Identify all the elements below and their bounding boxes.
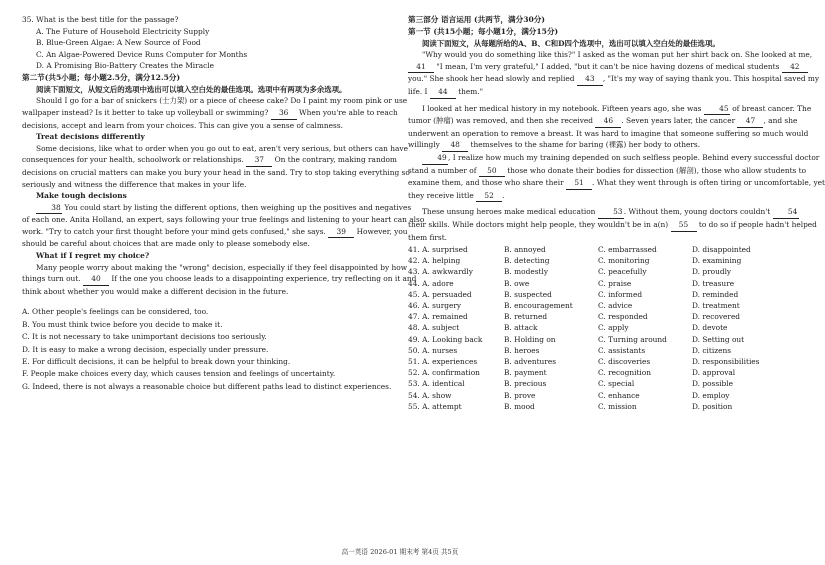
- passage-line: These unsung heroes make medical education 53. Without them, young doctors couldn't 54: [408, 206, 782, 219]
- answer-option: B. encouragement: [504, 301, 573, 311]
- answer-option: D. proudly: [692, 267, 732, 277]
- answer-option: C. special: [598, 379, 635, 389]
- answer-option: C. assistants: [598, 345, 646, 355]
- answer-option: D. devote: [692, 323, 728, 333]
- passage-line: 49, I realize how much my training depended on such selfless people. Behind every successful doctor: [408, 152, 782, 165]
- answer-option: 48. A. subject: [408, 323, 460, 333]
- q35-option-b: B. Blue-Green Algae: A New Source of Food: [36, 38, 201, 48]
- passage-line: should be careful about choices that are made only to please somebody else.: [22, 239, 310, 249]
- answer-option: C. praise: [598, 278, 632, 288]
- answer-option: C. embarrassed: [598, 245, 657, 255]
- passage-line: they receive little 52 .: [408, 190, 782, 203]
- blank-39: 39: [328, 226, 354, 239]
- answer-options-table: [408, 245, 782, 413]
- section-2-instructions: 阅读下面短文，从短文后的选项中选出可以填入空白处的最佳选项。选项中有两项为多余选项。: [36, 84, 347, 94]
- answer-row: [408, 391, 782, 402]
- blank-41: 41: [408, 61, 434, 74]
- answer-row: [408, 346, 782, 357]
- answer-option: 51. A. experiences: [408, 356, 478, 366]
- blank-53: 53: [598, 206, 624, 219]
- passage-line: stand a number of 50 those who donate their bodies for dissection (解剖), those who allow students to: [408, 165, 782, 178]
- answer-option: C. monitoring: [598, 256, 650, 266]
- answer-option: D. possible: [692, 379, 733, 389]
- passage-line: Should I go for a bar of snickers (士力架) or a piece of cheese cake? Do I paint my room pink or use: [36, 96, 408, 106]
- answer-option: C. peacefully: [598, 267, 647, 277]
- answer-row: [408, 368, 782, 379]
- passage-line: wallpaper instead? Is it better to take up volleyball or swimming? 36 When you're able to reach: [22, 107, 392, 120]
- answer-option: D. recovered: [692, 312, 741, 322]
- blank-51: 51: [566, 177, 592, 190]
- answer-option: B. prove: [504, 390, 536, 400]
- answer-row: [408, 402, 782, 413]
- answer-row: [408, 357, 782, 368]
- answer-option: B. owe: [504, 278, 530, 288]
- answer-row: [408, 267, 782, 278]
- answer-option: D. responsibilities: [692, 356, 760, 366]
- answer-option: B. attack: [504, 323, 538, 333]
- passage-line: examine them, and those who share their 51 . What they went through is often tiring or uncomfortable, yet: [408, 177, 782, 190]
- question-35: 35. What is the best title for the passage?: [22, 15, 179, 24]
- blank-40: 40: [83, 273, 109, 286]
- answer-option: 50. A. nurses: [408, 345, 458, 355]
- answer-option: C. apply: [598, 323, 629, 333]
- heading-regret: What if I regret my choice?: [36, 251, 150, 261]
- passage-line: seriously and witness the difference that makes in your life.: [22, 179, 247, 189]
- answer-option: 42. A. helping: [408, 256, 461, 266]
- passage-line: of each one. Anita Holland, an expert, says following your true feelings and listening to your heart can also: [22, 215, 425, 225]
- answer-row: [408, 279, 782, 290]
- answer-row: [408, 290, 782, 301]
- blank-46: 46: [595, 115, 621, 128]
- answer-row: [408, 256, 782, 267]
- answer-row: [408, 335, 782, 346]
- blank-52: 52: [476, 190, 502, 203]
- passage-line: decisions, accept and learn from your choices. This can give you a sense of calmness.: [22, 120, 343, 130]
- answer-option: D. reminded: [692, 289, 739, 299]
- answer-option: 47. A. remained: [408, 312, 468, 322]
- section-1-title: 第一节 (共15小题；每小题1分，满分15分): [408, 26, 559, 36]
- answer-option: C. enhance: [598, 390, 640, 400]
- answer-option: D. treatment: [692, 301, 740, 311]
- passage-line: Some decisions, like what to order when you go out to eat, aren't very serious, but others can have: [36, 143, 408, 153]
- passage-line: I looked at her medical history in my notebook. Fifteen years ago, she was 45 of breast cancer. The: [408, 103, 782, 116]
- answer-option: D. treasure: [692, 278, 735, 288]
- answer-option: C. discoveries: [598, 356, 651, 366]
- answer-option: D. disappointed: [692, 245, 751, 255]
- q35-option-c: C. An Algae-Powered Device Runs Computer for Months: [36, 49, 248, 59]
- answer-row: [408, 312, 782, 323]
- answer-option: C. informed: [598, 289, 643, 299]
- blank-47: 47: [737, 115, 763, 128]
- answer-option: B. heroes: [504, 345, 540, 355]
- passage-line: their skills. While doctors might help people, they wouldn't be in a(n) 55 to do so if people hadn't helped: [408, 219, 782, 232]
- part-3-title: 第三部分 语言运用 (共两节，满分30分): [408, 15, 545, 24]
- blank-50: 50: [479, 165, 505, 178]
- choice-f: F. People make choices every day, which causes tension and feelings of uncertainty.: [22, 369, 336, 379]
- answer-option: B. annoyed: [504, 245, 546, 255]
- answer-option: D. employ: [692, 390, 730, 400]
- section-2-title: 第二节(共5小题；每小题2.5分，满分12.5分): [22, 72, 181, 82]
- blank-48: 48: [442, 139, 468, 152]
- blank-45: 45: [704, 103, 730, 116]
- blank-54: 54: [773, 206, 799, 219]
- answer-option: B. detecting: [504, 256, 550, 266]
- passage-line: 38 You could start by listing the different options, then weighing up the positives and negatives: [22, 202, 392, 215]
- passage-line: underwent an operation to remove a breast. It was hard to imagine that someone suffering so much would: [408, 128, 809, 138]
- section-1-instructions: 阅读下面短文，从每题所给的A、B、C和D四个选项中，选出可以填入空白处的最佳选项。: [422, 38, 720, 48]
- blank-43: 43: [577, 73, 603, 86]
- passage-line: think about whether you would make a different decision in the future.: [22, 286, 289, 296]
- answer-option: B. suspected: [504, 289, 552, 299]
- passage-line: willingly 48 themselves to the shame for baring (裸露) her body to others.: [408, 139, 782, 152]
- answer-option: 46. A. surgery: [408, 301, 462, 311]
- blank-42: 42: [782, 61, 808, 74]
- blank-37: 37: [246, 154, 272, 167]
- blank-44: 44: [430, 86, 456, 99]
- passage-line: 41 "I mean, I'm very grateful," I added, "but it can't be nice having dozens of medical students 42: [408, 61, 782, 74]
- q35-option-a: A. The Future of Household Electricity Supply: [36, 26, 210, 36]
- answer-option: 52. A. confirmation: [408, 368, 480, 378]
- choice-c: C. It is not necessary to take unimportant decisions too seriously.: [22, 332, 267, 342]
- choice-g: G. Indeed, there is not always a reasonable choice but different paths lead to distinct experiences.: [22, 381, 392, 391]
- answer-option: D. position: [692, 401, 733, 411]
- answer-option: D. Setting out: [692, 334, 745, 344]
- answer-option: 54. A. show: [408, 390, 452, 400]
- answer-option: B. Holding on: [504, 334, 556, 344]
- answer-option: B. payment: [504, 368, 547, 378]
- answer-option: 55. A. attempt: [408, 401, 462, 411]
- passage-line: things turn out. 40 If the one you choose leads to a disappointing experience, try reflecting on it and: [22, 273, 392, 286]
- answer-option: 41. A. surprised: [408, 245, 468, 255]
- answer-option: B. modestly: [504, 267, 548, 277]
- answer-option: 43. A. awkwardly: [408, 267, 473, 277]
- answer-option: C. responded: [598, 312, 648, 322]
- choice-e: E. For difficult decisions, it can be helpful to break down your thinking.: [22, 357, 291, 367]
- passage-line: tumor (肿瘤) was removed, and then she received 46 . Seven years later, the cancer 47 , and she: [408, 115, 782, 128]
- heading-treat-decisions: Treat decisions differently: [36, 132, 145, 142]
- passage-line: decisions on crucial matters can make you bury your head in the sand. Try to stop taking everything so: [22, 167, 410, 177]
- choice-d: D. It is easy to make a wrong decision, especially under pressure.: [22, 344, 269, 354]
- passage-line: "Why would you do something like this?" I asked as the woman put her shirt back on. She looked at me,: [422, 50, 813, 60]
- answer-option: B. precious: [504, 379, 547, 389]
- answer-row: [408, 379, 782, 390]
- answer-option: C. recognition: [598, 368, 651, 378]
- answer-option: C. advice: [598, 301, 633, 311]
- passage-line: work. "Try to catch your first thought before your mind gets confused," she says. 39 However, you: [22, 226, 392, 239]
- answer-option: 49. A. Looking back: [408, 334, 483, 344]
- answer-option: D. citizens: [692, 345, 732, 355]
- choice-b: B. You must think twice before you decide to make it.: [22, 319, 223, 329]
- q35-option-d: D. A Promising Bio-Battery Creates the Miracle: [36, 61, 214, 71]
- blank-55: 55: [671, 219, 697, 232]
- answer-row: [408, 323, 782, 334]
- answer-option: B. mood: [504, 401, 535, 411]
- answer-row: [408, 245, 782, 256]
- answer-option: B. adventures: [504, 356, 557, 366]
- answer-option: B. returned: [504, 312, 548, 322]
- answer-option: D. examining: [692, 256, 742, 266]
- answer-row: [408, 301, 782, 312]
- passage-line: consequences for your health, schoolwork or relationships. 37 On the contrary, making random: [22, 154, 392, 167]
- blank-38: 38: [36, 202, 62, 215]
- blank-36: 36: [271, 107, 297, 120]
- answer-option: C. Turning around: [598, 334, 667, 344]
- passage-line: life. I 44 them.": [408, 86, 782, 99]
- answer-option: 53. A. identical: [408, 379, 465, 389]
- passage-line: you." She shook her head slowly and replied 43 , "It's my way of saying thank you. This hospital saved my: [408, 73, 782, 86]
- heading-tough-decisions: Make tough decisions: [36, 191, 127, 201]
- answer-option: 45. A. persuaded: [408, 289, 472, 299]
- blank-49: 49: [422, 152, 448, 165]
- page-footer: 高一英语 2026-01 期末考 第4页 共5页: [341, 548, 459, 556]
- right-column: [408, 14, 825, 413]
- passage-line: Many people worry about making the "wrong" decision, especially if they feel disappointed by how: [36, 262, 408, 272]
- choice-a: A. Other people's feelings can be considered, too.: [22, 307, 209, 317]
- answer-option: 44. A. adore: [408, 278, 454, 288]
- answer-option: C. mission: [598, 401, 637, 411]
- answer-option: D. approval: [692, 368, 736, 378]
- passage-line: them first.: [408, 232, 448, 242]
